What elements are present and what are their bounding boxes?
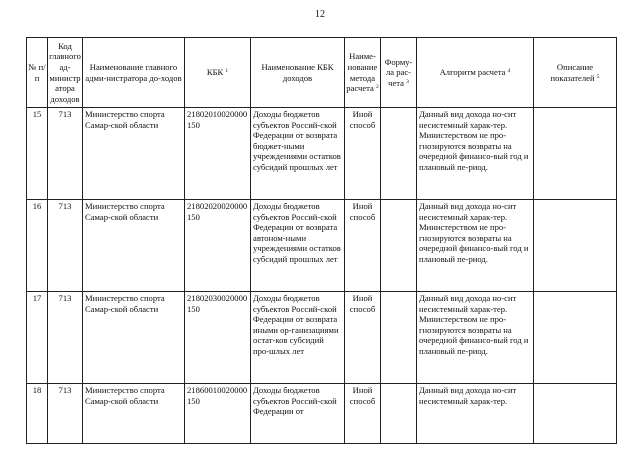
row-kbk: 21802010020000150 xyxy=(185,108,251,200)
row-formula xyxy=(381,292,417,384)
row-num: 18 xyxy=(27,384,48,444)
row-description xyxy=(534,108,617,200)
row-num: 17 xyxy=(27,292,48,384)
row-admin-name: Министерство спорта Самар-ской области xyxy=(83,200,185,292)
row-admin-code: 713 xyxy=(48,108,83,200)
row-method: Иной способ xyxy=(345,292,381,384)
header-formula-footnote: 3 xyxy=(406,78,409,85)
row-admin-name: Министерство спорта Самар-ской области xyxy=(83,384,185,444)
header-algorithm xyxy=(417,38,534,108)
row-kbk-name: Доходы бюджетов субъектов Россий-ской Федерации от xyxy=(251,384,345,444)
row-method: Иной способ xyxy=(345,384,381,444)
header-algorithm-footnote: 4 xyxy=(507,68,511,75)
header-row xyxy=(27,38,617,108)
row-description xyxy=(534,384,617,444)
page-number: 12 xyxy=(315,9,325,20)
table-row xyxy=(27,200,617,292)
table-row xyxy=(27,108,617,200)
row-num: 16 xyxy=(27,200,48,292)
row-algorithm: Данный вид дохода но-сит несистемный харак-тер. xyxy=(417,384,534,444)
header-method-label: Наиме-нование метода расчета xyxy=(346,51,378,94)
row-kbk: 21802020020000150 xyxy=(185,200,251,292)
row-admin-name: Министерство спорта Самар-ской области xyxy=(83,108,185,200)
row-method: Иной способ xyxy=(345,108,381,200)
row-formula xyxy=(381,108,417,200)
row-kbk-name: Доходы бюджетов субъектов Россий-ской Федерации от возврата иными ор-ганизациями остат-ков субсидий про-шлых лет xyxy=(251,292,345,384)
row-algorithm: Данный вид дохода но-сит несистемный харак-тер. Министерством не про-гнозируются возвраты на очередной финансо-вый год и плановый пе-риод. xyxy=(417,200,534,292)
header-kbk-name: Наименование КБК доходов xyxy=(251,38,345,108)
row-formula xyxy=(381,200,417,292)
header-method-footnote: 2 xyxy=(375,84,379,91)
header-description-label: Описание показателей xyxy=(550,61,595,83)
row-admin-name: Министерство спорта Самар-ской области xyxy=(83,292,185,384)
table-row xyxy=(27,384,617,444)
header-algorithm-label: Алгоритм расчета xyxy=(439,67,506,78)
row-kbk-name: Доходы бюджетов субъектов Россий-ской Федерации от возврата бюджет-ными учреждениями остатков субсидий прошлых лет xyxy=(251,108,345,200)
row-method: Иной способ xyxy=(345,200,381,292)
header-num: № п/п xyxy=(27,38,48,108)
row-kbk-name: Доходы бюджетов субъектов Россий-ской Федерации от возврата автоном-ными учреждениями остатков субсидий прошлых лет xyxy=(251,200,345,292)
header-kbk-footnote: 1 xyxy=(225,68,229,75)
header-admin-code: Код главного ад-министратора доходов xyxy=(48,38,83,108)
revenue-forecast-table xyxy=(26,37,617,444)
row-description xyxy=(534,292,617,384)
row-kbk: 21860010020000150 xyxy=(185,384,251,444)
header-formula xyxy=(381,38,417,108)
header-method xyxy=(345,38,381,108)
row-formula xyxy=(381,384,417,444)
row-admin-code: 713 xyxy=(48,292,83,384)
header-kbk-label: КБК xyxy=(206,67,224,78)
table-row xyxy=(27,292,617,384)
row-algorithm: Данный вид дохода но-сит несистемный харак-тер. Министерством не про-гнозируются возвраты на очередной финансо-вый год и плановый пе-риод. xyxy=(417,108,534,200)
header-kbk xyxy=(185,38,251,108)
header-formula-label: Форму-ла рас-чета xyxy=(384,56,413,88)
header-description-footnote: 5 xyxy=(596,73,600,80)
row-kbk: 21802030020000150 xyxy=(185,292,251,384)
header-admin-name: Наименование главного адми-нистратора до-ходов xyxy=(83,38,185,108)
row-admin-code: 713 xyxy=(48,384,83,444)
row-admin-code: 713 xyxy=(48,200,83,292)
row-description xyxy=(534,200,617,292)
header-description xyxy=(534,38,617,108)
row-num: 15 xyxy=(27,108,48,200)
row-algorithm: Данный вид дохода но-сит несистемный харак-тер. Министерством не про-гнозируются возвраты на очередной финансо-вый год и плановый пе-риод. xyxy=(417,292,534,384)
